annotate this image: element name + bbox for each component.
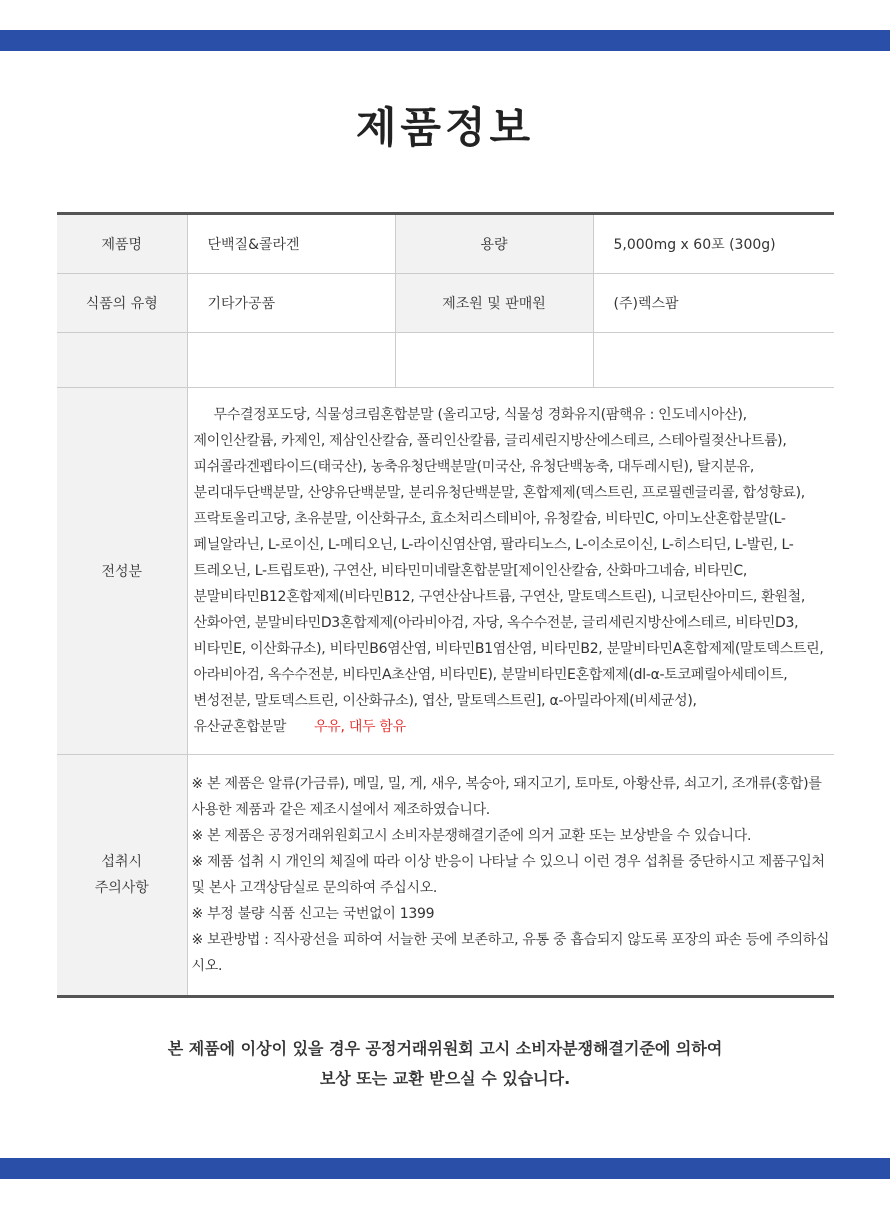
product-name-value: 단백질&콜라겐 (187, 214, 395, 274)
empty-cell (593, 333, 834, 388)
maker-label: 제조원 및 판매원 (395, 274, 593, 333)
footer-notice (0, 1034, 890, 1094)
table-row-ingredients (57, 388, 834, 755)
caution-label-line-1: 섭취시 (101, 854, 143, 870)
allergen-notice: 우유, 대두 함유 (314, 719, 406, 735)
empty-cell (187, 333, 395, 388)
ingredients-text: 무수결정포도당, 식물성크림혼합분말 (올리고당, 식물성 경화유지(팜핵유 : 인도네시아산), 제이인산칼륨, 카제인, 제삼인산칼슘, 폴리인산칼륨, 글리세린지방산에스테르, 스테아릴젖산나트륨), 피쉬콜라겐펩타이드(태국산), 농축유청단백분말(미국산, 유청단백농축, 대두레시틴), 탈지분유, 분리대두단백분말, 산양유단백분말, 분리유청단백분말, 혼합제제(덱스트린, 프로필렌글리콜, 합성향료), 프락토올리고당, 초유분말, 이산화규소, 효소처리스테비아, 유청칼슘, 비타민C, 아미노산혼합분말(L-페닐알라닌, L-로이신, L-메티오닌, L-라이신염산염, 팔라티노스, L-이소로이신, L-히스티딘, L-발린, L-트레오닌, L-트립토판), 구연산, 비타민미네랄혼합분말[제이인산칼슘, 산화마그네슘, 비타민C, 분말비타민B12혼합제제(비타민B12, 구연산삼나트륨, 구연산, 말토덱스트린), 니코틴산아미드, 환원철, 산화아연, 분말비타민D3혼합제제(아라비아검, 자당, 옥수수전분, 글리세린지방산에스테르, 비타민D3, 비타민E, 이산화규소), 비타민B6염산염, 비타민B1염산염, 비타민B2, 분말비타민A혼합제제(말토덱스트린, 아라비아검, 옥수수전분, 비타민A초산염, 비타민E), 분말비타민E혼합제제(dl-α-토코페릴아세테이트, 변성전분, 말토덱스트린, 이산화규소), 엽산, 말토덱스트린], α-아밀라아제(비세균성), 유산균혼합분말 (193, 407, 824, 735)
caution-label (57, 755, 187, 997)
ingredients-cell (187, 388, 834, 755)
table-row (57, 274, 834, 333)
food-type-value: 기타가공품 (187, 274, 395, 333)
empty-cell (395, 333, 593, 388)
product-name-label: 제품명 (57, 214, 187, 274)
caution-line: ※ 부정 불량 식품 신고는 국번없이 1399 (191, 906, 435, 922)
maker-value: (주)렉스팜 (593, 274, 834, 333)
top-accent-bar (0, 30, 890, 51)
table-row-caution (57, 755, 834, 997)
volume-label: 용량 (395, 214, 593, 274)
bottom-accent-bar (0, 1158, 890, 1179)
footer-line-2: 보상 또는 교환 받으실 수 있습니다. (319, 1069, 571, 1088)
caution-line: ※ 보관방법 : 직사광선을 피하여 서늘한 곳에 보존하고, 유통 중 흡습되지 않도록 포장의 파손 등에 주의하십시오. (191, 932, 830, 974)
caution-cell (187, 755, 834, 997)
caution-label-line-2: 주의사항 (94, 880, 149, 896)
empty-cell (57, 333, 187, 388)
page-title: 제품정보 (355, 103, 535, 152)
caution-line: ※ 본 제품은 알류(가금류), 메밀, 밀, 게, 새우, 복숭아, 돼지고기, 토마토, 아황산류, 쇠고기, 조개류(홍합)를 사용한 제품과 같은 제조시설에서 제조하였습니다. (191, 776, 822, 818)
table-row (57, 214, 834, 274)
table-row-empty (57, 333, 834, 388)
volume-value: 5,000mg x 60포 (300g) (593, 214, 834, 274)
product-info-table (57, 212, 834, 998)
caution-line: ※ 본 제품은 공정거래위원회고시 소비자분쟁해결기준에 의거 교환 또는 보상받을 수 있습니다. (191, 828, 752, 844)
footer-line-1: 본 제품에 이상이 있을 경우 공정거래위원회 고시 소비자분쟁해결기준에 의하여 (167, 1039, 723, 1058)
ingredients-label: 전성분 (57, 388, 187, 755)
food-type-label: 식품의 유형 (57, 274, 187, 333)
caution-line: ※ 제품 섭취 시 개인의 체질에 따라 이상 반응이 나타날 수 있으니 이런 경우 섭취를 중단하시고 제품구입처 및 본사 고객상담실로 문의하여 주십시오. (191, 854, 825, 896)
